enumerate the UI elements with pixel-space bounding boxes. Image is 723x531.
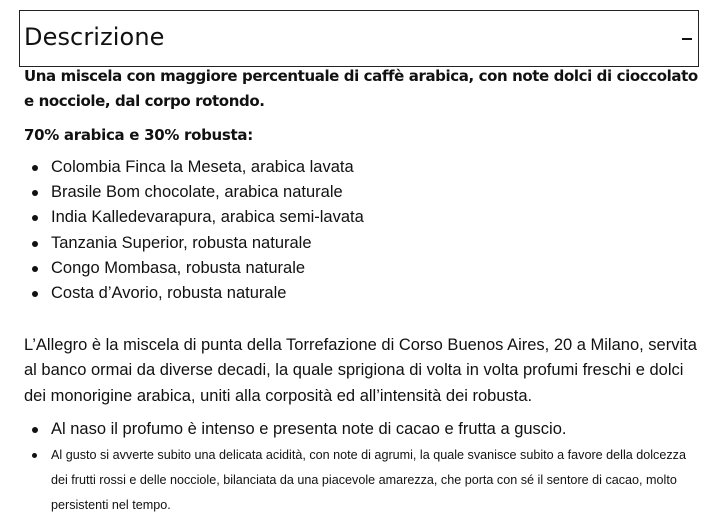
bullet-icon	[32, 291, 38, 297]
list-item	[24, 155, 704, 180]
list-item	[24, 205, 704, 230]
list-item	[24, 180, 704, 205]
origin-label: Tanzania Superior, robusta naturale	[51, 233, 312, 252]
list-item	[24, 256, 704, 281]
blend-heading: 70% arabica e 30% robusta:	[24, 126, 253, 144]
bullet-icon	[32, 215, 38, 221]
bullet-icon	[32, 266, 38, 272]
bullet-icon	[32, 165, 38, 171]
list-item	[24, 417, 704, 442]
list-item	[24, 231, 704, 256]
taste-note: Al gusto si avverte subito una delicata acidità, con note di agrumi, la quale svanisce subito a favore della dolcezza dei frutti rossi e delle nocciole, bilanciata da una piacevole amarezza, che porta con sé il sentore di cacao, molto persistenti nel tempo.	[51, 447, 686, 512]
description-accordion-header[interactable]	[19, 10, 699, 67]
accordion-title: Descrizione	[24, 23, 165, 51]
minus-icon[interactable]	[682, 38, 692, 40]
list-item	[24, 443, 701, 518]
aroma-note: Al naso il profumo è intenso e presenta note di cacao e frutta a guscio.	[51, 419, 567, 438]
list-item	[24, 281, 704, 306]
intro-text: Una miscela con maggiore percentuale di caffè arabica, con note dolci di cioccolato e nocciole, dal corpo rotondo.	[24, 67, 698, 110]
bullet-icon	[32, 427, 38, 433]
description-content	[24, 64, 704, 518]
origin-label: Brasile Bom chocolate, arabica naturale	[51, 183, 343, 202]
bullet-icon	[32, 190, 38, 196]
origin-list	[24, 155, 704, 306]
origin-label: India Kalledevarapura, arabica semi-lavata	[51, 208, 364, 227]
origin-label: Congo Mombasa, robusta naturale	[51, 258, 306, 277]
bullet-icon	[32, 241, 38, 247]
tasting-notes-list	[24, 417, 704, 518]
bullet-icon	[32, 453, 37, 458]
origin-label: Costa d’Avorio, robusta naturale	[51, 284, 287, 303]
description-paragraph: L’Allegro è la miscela di punta della Torrefazione di Corso Buenos Aires, 20 a Milano, servita al banco ormai da diverse decadi, la quale sprigiona di volta in volta profumi freschi e dolci dei monorigine arabica, uniti alla corposità ed all’intensità dei robusta.	[24, 336, 697, 405]
origin-label: Colombia Finca la Meseta, arabica lavata	[51, 158, 354, 176]
